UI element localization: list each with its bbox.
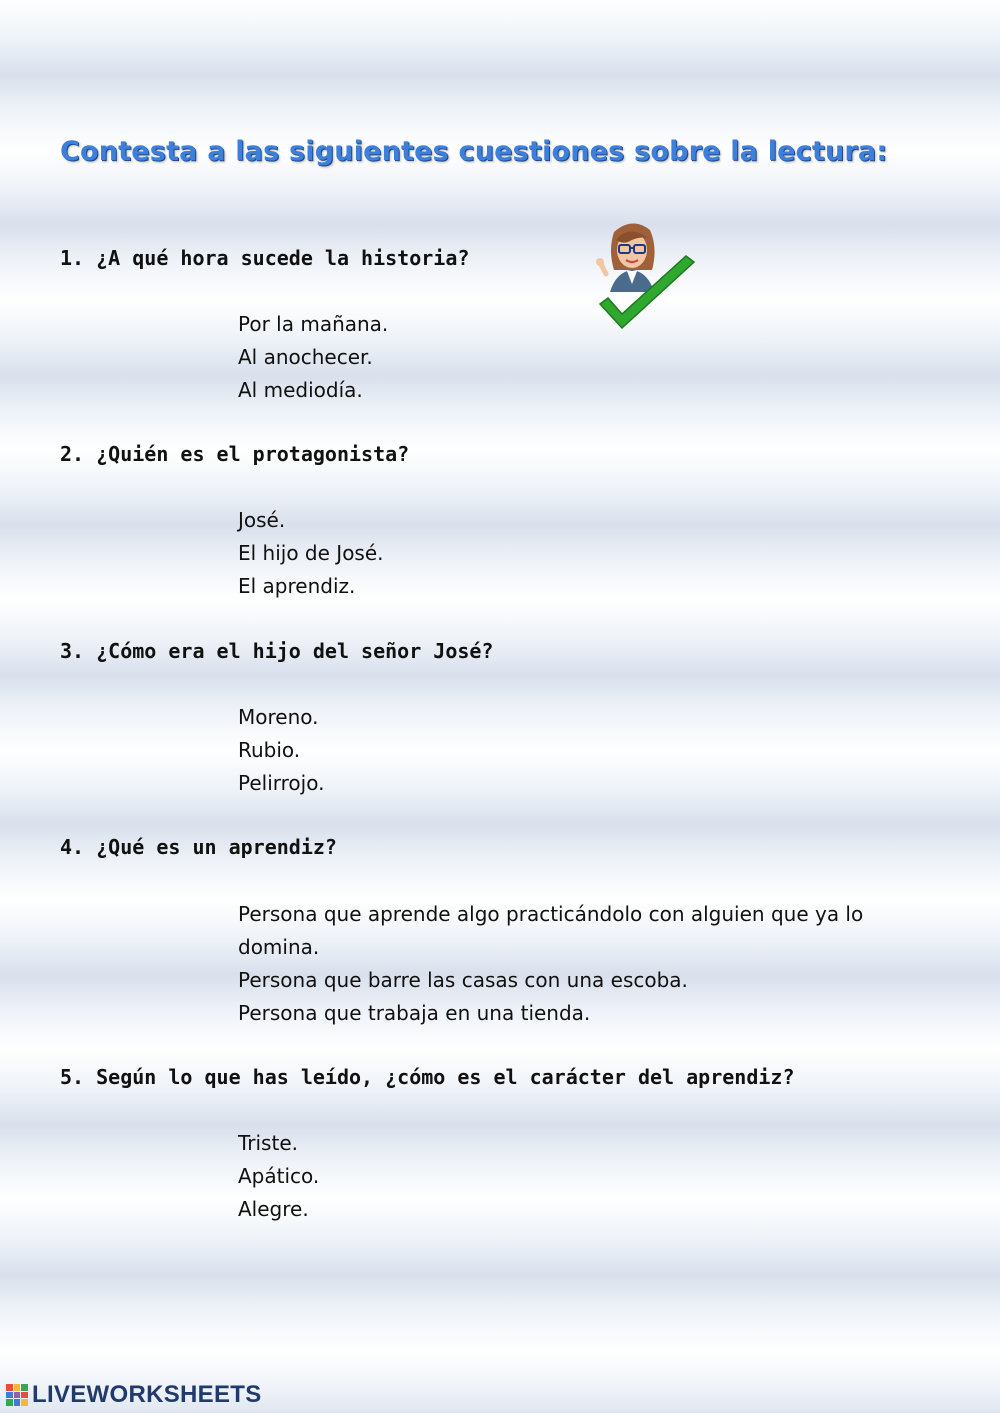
option-4c[interactable]: Persona que trabaja en una tienda. — [238, 1001, 591, 1025]
question-1-options — [238, 308, 918, 407]
option-5b[interactable]: Apático. — [238, 1164, 320, 1188]
option-3c[interactable]: Pelirrojo. — [238, 771, 325, 795]
question-5: 5. Según lo que has leído, ¿cómo es el carácter del aprendiz? — [60, 1065, 795, 1089]
option-5c[interactable]: Alegre. — [238, 1197, 309, 1221]
option-1c[interactable]: Al mediodía. — [238, 378, 363, 402]
footer-brand-text: LIVEWORKSHEETS — [32, 1381, 262, 1408]
teacher-checkmark-icon — [594, 218, 704, 338]
option-2b[interactable]: El hijo de José. — [238, 541, 384, 565]
question-1: 1. ¿A qué hora sucede la historia? — [60, 246, 470, 270]
option-5a[interactable]: Triste. — [238, 1131, 298, 1155]
question-3: 3. ¿Cómo era el hijo del señor José? — [60, 639, 494, 663]
question-2: 2. ¿Quién es el protagonista? — [60, 442, 410, 466]
question-2-options — [238, 504, 918, 603]
option-2c[interactable]: El aprendiz. — [238, 574, 356, 598]
liveworksheets-logo-icon — [6, 1384, 28, 1406]
option-4a[interactable]: Persona que aprende algo practicándolo con alguien que ya lo domina. — [238, 902, 864, 959]
question-5-options — [238, 1127, 918, 1226]
option-1a[interactable]: Por la mañana. — [238, 312, 389, 336]
option-4b[interactable]: Persona que barre las casas con una escoba. — [238, 968, 688, 992]
option-3b[interactable]: Rubio. — [238, 738, 301, 762]
option-3a[interactable]: Moreno. — [238, 705, 319, 729]
page-title: Contesta a las siguientes cuestiones sobre la lectura: — [60, 136, 888, 167]
option-1b[interactable]: Al anochecer. — [238, 345, 373, 369]
question-3-options — [238, 701, 918, 800]
question-4: 4. ¿Qué es un aprendiz? — [60, 835, 337, 859]
option-2a[interactable]: José. — [238, 508, 286, 532]
question-4-options — [238, 898, 918, 1030]
footer-brand — [6, 1380, 262, 1410]
